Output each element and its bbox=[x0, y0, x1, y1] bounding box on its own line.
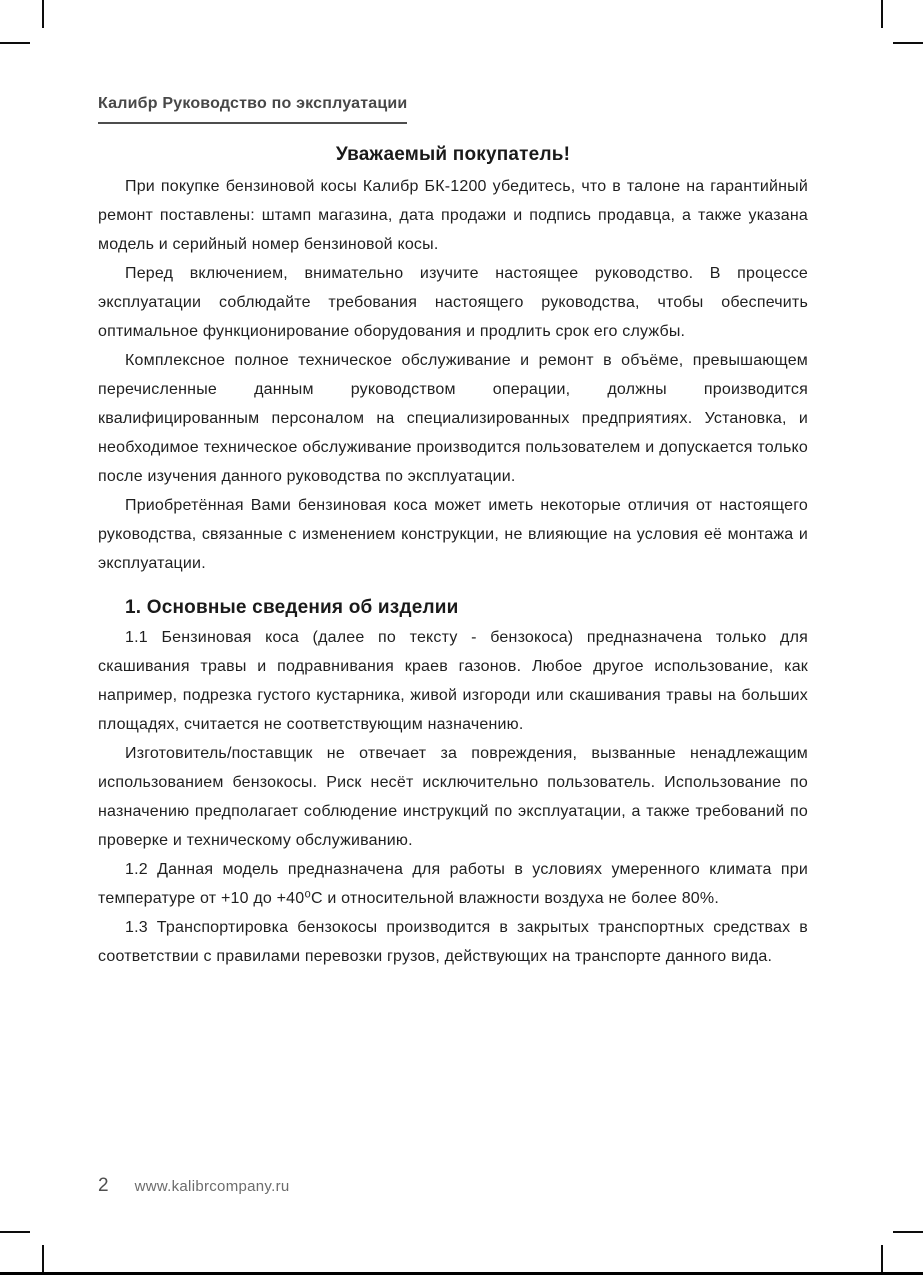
section-1-paragraph-3: 1.2 Данная модель предназначена для работы в условиях умеренного климата при температуре от +10 до +40⁰С и относительной влажности воздуха не более 80%. bbox=[98, 861, 808, 907]
intro-paragraph-1: При покупке бензиновой косы Калибр БК-1200 убедитесь, что в талоне на гарантийный ремонт поставлены: штамп магазина, дата продажи и подпись продавца, а также указана модель и серийный номер бензиновой косы. bbox=[98, 178, 808, 253]
page-footer bbox=[98, 1175, 290, 1197]
intro-paragraph-3: Комплексное полное техническое обслуживание и ремонт в объёме, превышающем перечисленные данным руководством операции, должны производится квалифицированным персоналом на специализированных предприятиях. Установка, и необходимое техническое обслуживание производится пользователем и допускается только после изучения данного руководства по эксплуатации. bbox=[98, 352, 808, 485]
section-1-paragraph-2: Изготовитель/поставщик не отвечает за повреждения, вызванные ненадлежащим использованием бензокосы. Риск несёт исключительно пользователь. Использование по назначению предполагает соблюдение инструкций по эксплуатации, а также требований по проверке и техническому обслуживанию. bbox=[98, 745, 808, 849]
crop-mark-top-left-vertical bbox=[42, 0, 44, 28]
section-1-paragraph-1: 1.1 Бензиновая коса (далее по тексту - бензокоса) предназначена только для скашивания травы и подравнивания краев газонов. Любое другое использование, как например, подрезка густого кустарника, живой изгороди или скашивания травы на больших площадях, считается не соответствующим назначению. bbox=[98, 629, 808, 733]
running-header bbox=[98, 95, 407, 124]
section-1-heading: 1. Основные сведения об изделии bbox=[125, 597, 459, 618]
intro-paragraph-4: Приобретённая Вами бензиновая коса может иметь некоторые отличия от настоящего руководства, связанные с изменением конструкции, не влияющие на условия её монтажа и эксплуатации. bbox=[98, 497, 808, 572]
crop-mark-bottom-left-vertical bbox=[42, 1245, 44, 1275]
page-number: 2 bbox=[98, 1175, 109, 1196]
page-content bbox=[98, 144, 808, 971]
crop-mark-bottom-left-horizontal bbox=[0, 1231, 30, 1233]
crop-mark-top-left-horizontal bbox=[0, 42, 30, 44]
section-1-paragraph-4: 1.3 Транспортировка бензокосы производится в закрытых транспортных средствах в соответствии с правилами перевозки грузов, действующих на транспорте данного вида. bbox=[98, 919, 808, 965]
crop-mark-bottom-right-horizontal bbox=[893, 1231, 923, 1233]
website-text: www.kalibrcompany.ru bbox=[134, 1178, 290, 1195]
running-header-title: Калибр Руководство по эксплуатации bbox=[98, 95, 408, 112]
crop-mark-top-right-vertical bbox=[881, 0, 883, 28]
salutation-heading: Уважаемый покупатель! bbox=[335, 144, 571, 165]
crop-mark-top-right-horizontal bbox=[893, 42, 923, 44]
crop-mark-bottom-right-vertical bbox=[881, 1245, 883, 1275]
intro-paragraph-2: Перед включением, внимательно изучите настоящее руководство. В процессе эксплуатации соблюдайте требования настоящего руководства, чтобы обеспечить оптимальное функционирование оборудования и продлить срок его службы. bbox=[98, 265, 808, 340]
